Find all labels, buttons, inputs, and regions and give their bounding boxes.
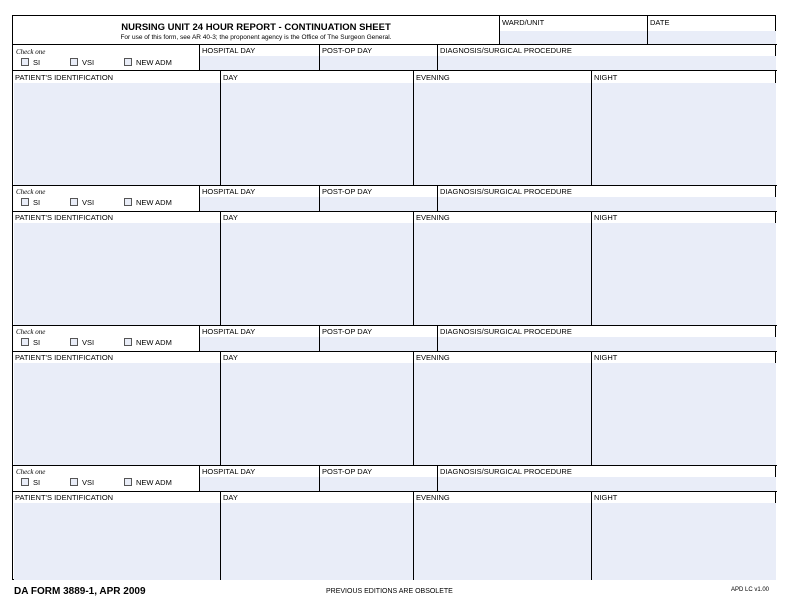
vsi-label: VSI	[82, 58, 95, 67]
patient-id-label: PATIENT'S IDENTIFICATION	[15, 493, 114, 502]
diagnosis-label: DIAGNOSIS/SURGICAL PROCEDURE	[440, 187, 572, 196]
vsi-label: VSI	[82, 338, 95, 347]
editions-note: PREVIOUS EDITIONS ARE OBSOLETE	[326, 588, 453, 595]
si-label: SI	[33, 478, 41, 487]
si-label: SI	[33, 58, 41, 67]
si-label: SI	[33, 198, 41, 207]
vsi-checkbox[interactable]	[70, 478, 78, 486]
night-notes-field[interactable]	[592, 363, 776, 465]
diagnosis-field[interactable]	[438, 477, 776, 491]
evening-label: EVENING	[416, 353, 450, 362]
diagnosis-label: DIAGNOSIS/SURGICAL PROCEDURE	[440, 467, 572, 476]
new-adm-checkbox[interactable]	[124, 198, 132, 206]
version-label: APD LC v1.00	[731, 587, 770, 593]
night-label: NIGHT	[594, 493, 618, 502]
hospital-day-label: HOSPITAL DAY	[202, 46, 256, 55]
new-adm-label: NEW ADM	[136, 198, 172, 207]
si-checkbox[interactable]	[21, 58, 29, 66]
ward-unit-label: WARD/UNIT	[502, 18, 545, 27]
date-label: DATE	[650, 18, 670, 27]
post-op-day-label: POST-OP DAY	[322, 187, 373, 196]
form-title: NURSING UNIT 24 HOUR REPORT - CONTINUATION SHEET	[121, 22, 391, 33]
evening-notes-field[interactable]	[414, 503, 591, 580]
hospital-day-field[interactable]	[200, 337, 319, 351]
form-subtitle: For use of this form, see AR 40-3; the proponent agency is the Office of The Surgeon General.	[120, 34, 392, 41]
post-op-day-field[interactable]	[320, 337, 437, 351]
vsi-label: VSI	[82, 478, 95, 487]
post-op-day-field[interactable]	[320, 197, 437, 211]
post-op-day-label: POST-OP DAY	[322, 467, 373, 476]
date-field[interactable]	[648, 31, 776, 44]
day-label: DAY	[223, 353, 238, 362]
night-label: NIGHT	[594, 353, 618, 362]
check-one-label: Check one	[16, 328, 46, 336]
day-label: DAY	[223, 493, 238, 502]
post-op-day-label: POST-OP DAY	[322, 46, 373, 55]
night-label: NIGHT	[594, 73, 618, 82]
ward-unit-field[interactable]	[500, 31, 647, 44]
new-adm-label: NEW ADM	[136, 58, 172, 67]
diagnosis-field[interactable]	[438, 337, 776, 351]
check-one-label: Check one	[16, 48, 46, 56]
evening-notes-field[interactable]	[414, 83, 591, 185]
new-adm-checkbox[interactable]	[124, 338, 132, 346]
night-label: NIGHT	[594, 213, 618, 222]
evening-notes-field[interactable]	[414, 363, 591, 465]
vsi-checkbox[interactable]	[70, 198, 78, 206]
evening-label: EVENING	[416, 213, 450, 222]
post-op-day-label: POST-OP DAY	[322, 327, 373, 336]
check-one-label: Check one	[16, 188, 46, 196]
form-page	[12, 15, 776, 580]
diagnosis-field[interactable]	[438, 56, 776, 70]
hospital-day-field[interactable]	[200, 197, 319, 211]
evening-label: EVENING	[416, 493, 450, 502]
patient-id-field[interactable]	[14, 223, 220, 325]
new-adm-label: NEW ADM	[136, 478, 172, 487]
hospital-day-label: HOSPITAL DAY	[202, 327, 256, 336]
new-adm-checkbox[interactable]	[124, 58, 132, 66]
patient-id-label: PATIENT'S IDENTIFICATION	[15, 353, 114, 362]
hospital-day-field[interactable]	[200, 477, 319, 491]
day-label: DAY	[223, 213, 238, 222]
patient-id-field[interactable]	[14, 83, 220, 185]
day-notes-field[interactable]	[221, 363, 413, 465]
day-notes-field[interactable]	[221, 83, 413, 185]
diagnosis-label: DIAGNOSIS/SURGICAL PROCEDURE	[440, 46, 572, 55]
day-notes-field[interactable]	[221, 503, 413, 580]
night-notes-field[interactable]	[592, 223, 776, 325]
evening-label: EVENING	[416, 73, 450, 82]
check-one-label: Check one	[16, 468, 46, 476]
si-checkbox[interactable]	[21, 198, 29, 206]
day-notes-field[interactable]	[221, 223, 413, 325]
hospital-day-label: HOSPITAL DAY	[202, 467, 256, 476]
diagnosis-field[interactable]	[438, 197, 776, 211]
patient-id-label: PATIENT'S IDENTIFICATION	[15, 213, 114, 222]
patient-id-label: PATIENT'S IDENTIFICATION	[15, 73, 114, 82]
patient-id-field[interactable]	[14, 503, 220, 580]
si-label: SI	[33, 338, 41, 347]
evening-notes-field[interactable]	[414, 223, 591, 325]
vsi-checkbox[interactable]	[70, 338, 78, 346]
post-op-day-field[interactable]	[320, 56, 437, 70]
new-adm-label: NEW ADM	[136, 338, 172, 347]
diagnosis-label: DIAGNOSIS/SURGICAL PROCEDURE	[440, 327, 572, 336]
hospital-day-label: HOSPITAL DAY	[202, 187, 256, 196]
hospital-day-field[interactable]	[200, 56, 319, 70]
vsi-checkbox[interactable]	[70, 58, 78, 66]
si-checkbox[interactable]	[21, 478, 29, 486]
new-adm-checkbox[interactable]	[124, 478, 132, 486]
night-notes-field[interactable]	[592, 503, 776, 580]
vsi-label: VSI	[82, 198, 95, 207]
patient-id-field[interactable]	[14, 363, 220, 465]
night-notes-field[interactable]	[592, 83, 776, 185]
si-checkbox[interactable]	[21, 338, 29, 346]
form-number: DA FORM 3889-1, APR 2009	[14, 586, 146, 597]
post-op-day-field[interactable]	[320, 477, 437, 491]
day-label: DAY	[223, 73, 238, 82]
